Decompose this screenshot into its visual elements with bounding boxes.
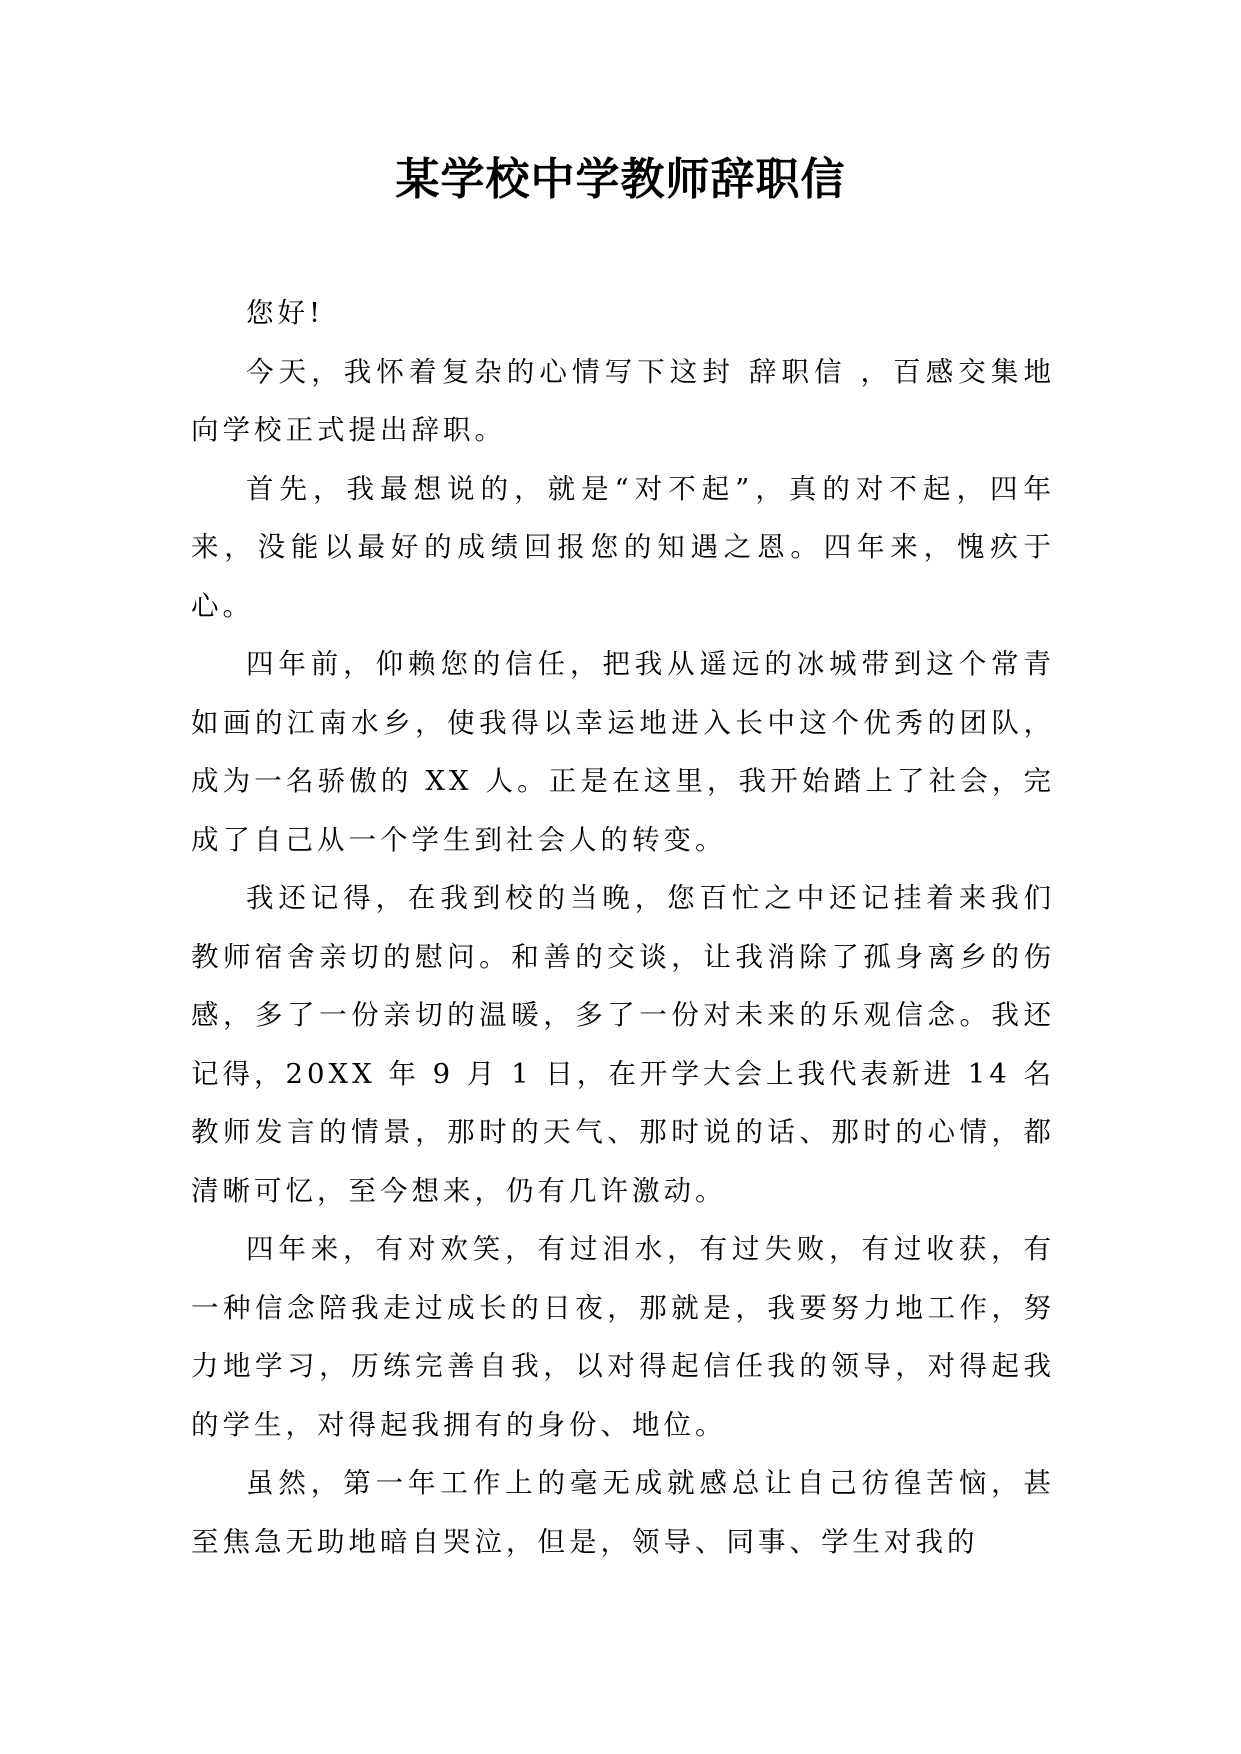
body-paragraph: 我还记得，在我到校的当晚，您百忙之中还记挂着来我们教师宿舍亲切的慰问。和善的交谈，让我消除了孤身离乡的伤感，多了一份亲切的温暖，多了一份对未来的乐观信念。我还记得，20XX 年 9 月 1 日，在开学大会上我代表新进 14 名教师发言的情景，那时的天气、那时说的话、那时的心情，都清晰可忆，至今想来，仍有几许激动。 <box>191 882 1055 1207</box>
body-paragraph: 虽然，第一年工作上的毫无成就感总让自己彷徨苦恼，甚至焦急无助地暗自哭泣，但是，领导、同事、学生对我的 <box>191 1467 1055 1558</box>
body-paragraph: 首先，我最想说的，就是“对不起”，真的对不起，四年来，没能以最好的成绩回报您的知遇之恩。四年来，愧疚于心。 <box>191 472 1055 622</box>
body-paragraph: 四年前，仰赖您的信任，把我从遥远的冰城带到这个常青如画的江南水乡，使我得以幸运地进入长中这个优秀的团队，成为一名骄傲的 XX 人。正是在这里，我开始踏上了社会，完成了自己从一个学生到社会人的转变。 <box>191 648 1055 856</box>
document-body <box>191 284 1055 1571</box>
document-title: 某学校中学教师辞职信 <box>395 154 846 205</box>
body-paragraph: 四年来，有对欢笑，有过泪水，有过失败，有过收获，有一种信念陪我走过成长的日夜，那就是，我要努力地工作，努力地学习，历练完善自我，以对得起信任我的领导，对得起我的学生，对得起我拥有的身份、地位。 <box>191 1233 1055 1441</box>
body-paragraph: 今天，我怀着复杂的心情写下这封 辞职信 ，百感交集地向学校正式提出辞职。 <box>191 355 1055 446</box>
greeting-paragraph: 您好! <box>246 297 325 329</box>
